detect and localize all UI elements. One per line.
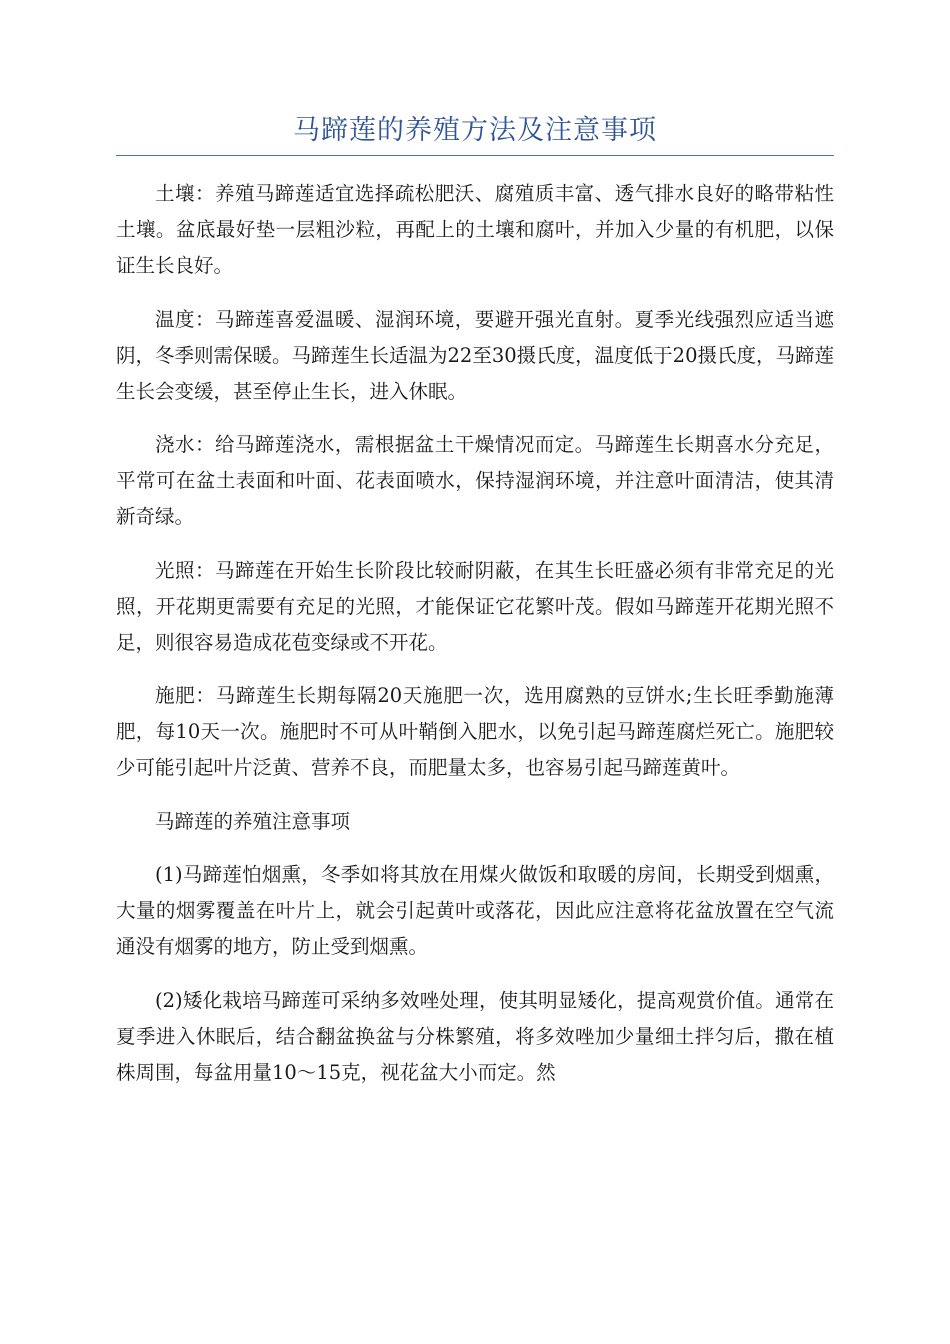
paragraph-note-1: (1)马蹄莲怕烟熏，冬季如将其放在用煤火做饭和取暖的房间，长期受到烟熏，大量的烟雾覆盖在叶片上，就会引起黄叶或落花，因此应注意将花盆放置在空气流通没有烟雾的地方，防止受到烟熏。 (116, 863, 834, 958)
paragraph-soil: 土壤：养殖马蹄莲适宜选择疏松肥沃、腐殖质丰富、透气排水良好的略带粘性土壤。盆底最好垫一层粗沙粒，再配上的土壤和腐叶，并加入少量的有机肥，以保证生长良好。 (116, 182, 834, 277)
paragraph-watering: 浇水：给马蹄莲浇水，需根据盆土干燥情况而定。马蹄莲生长期喜水分充足，平常可在盆土表面和叶面、花表面喷水，保持湿润环境，并注意叶面清洁，使其清新奇绿。 (116, 433, 834, 528)
title-block (116, 108, 834, 156)
paragraph-note-2: (2)矮化栽培马蹄莲可采纳多效唑处理，使其明显矮化，提高观赏价值。通常在夏季进入休眠后，结合翻盆换盆与分株繁殖，将多效唑加少量细土拌匀后，撒在植株周围，每盆用量10～15克，视花盆大小而定。然 (116, 988, 834, 1084)
document-title: 马蹄莲的养殖方法及注意事项 (293, 115, 657, 146)
paragraph-fertilizing: 施肥：马蹄莲生长期每隔20天施肥一次，选用腐熟的豆饼水;生长旺季勤施薄肥，每10天一次。施肥时不可从叶鞘倒入肥水，以免引起马蹄莲腐烂死亡。施肥较少可能引起叶片泛黄、营养不良，而肥量太多，也容易引起马蹄莲黄叶。 (116, 684, 834, 779)
document-body (116, 176, 834, 1108)
paragraph-temperature: 温度：马蹄莲喜爱温暖、湿润环境，要避开强光直射。夏季光线强烈应适当遮阴，冬季则需保暖。马蹄莲生长适温为22至30摄氏度，温度低于20摄氏度，马蹄莲生长会变缓，甚至停止生长，进入休眠。 (116, 307, 834, 403)
paragraph-light: 光照：马蹄莲在开始生长阶段比较耐阴蔽，在其生长旺盛必须有非常充足的光照，开花期更需要有充足的光照，才能保证它花繁叶茂。假如马蹄莲开花期光照不足，则很容易造成花苞变绿或不开花。 (116, 558, 834, 654)
section-heading-notes: 马蹄莲的养殖注意事项 (155, 809, 351, 833)
